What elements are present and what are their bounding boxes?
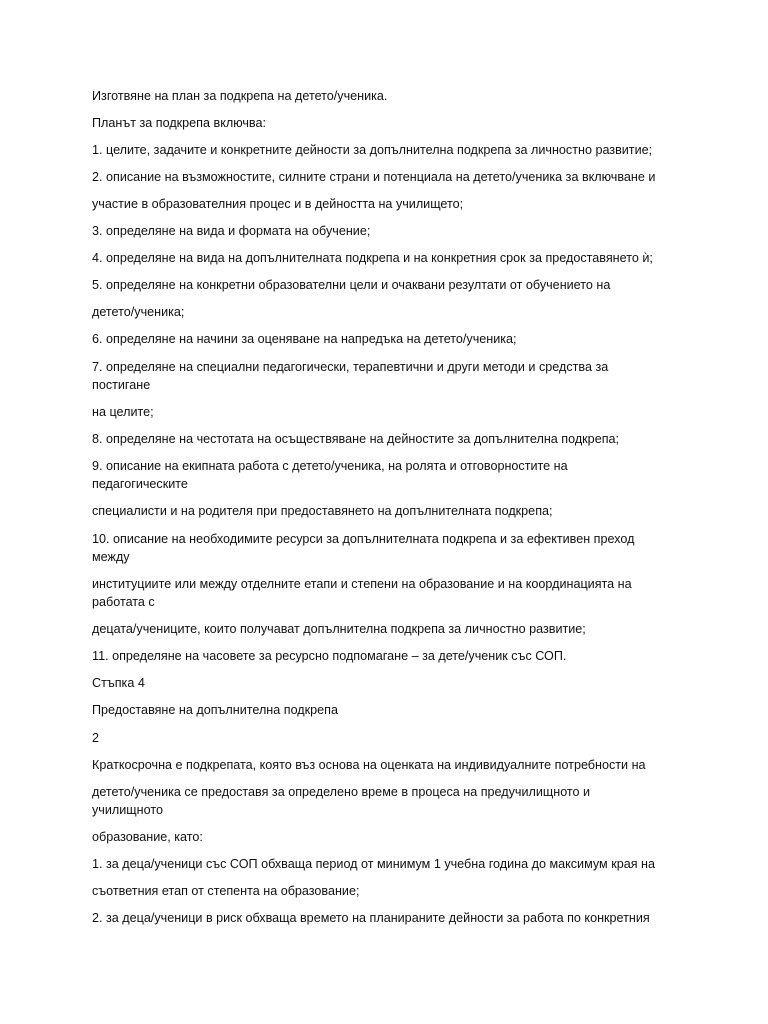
text-line: училищното <box>92 803 163 817</box>
text-line: участие в образователния процес и в дейността на училището; <box>92 197 464 211</box>
text-line: 2. описание на възможностите, силните страни и потенциала на детето/ученика за включване и <box>92 170 656 184</box>
text-line: Изготвяне на план за подкрепа на детето/ученика. <box>92 89 388 103</box>
text-line: детето/ученика; <box>92 305 185 319</box>
text-line: 1. за деца/ученици със СОП обхваща период от минимум 1 учебна година до максимум края на <box>92 857 655 871</box>
text-line: 1. целите, задачите и конкретните дейности за допълнителна подкрепа за личностно развитие; <box>92 143 653 157</box>
text-line: 9. описание на екипната работа с детето/ученика, на ролята и отговорностите на <box>92 459 568 473</box>
text-line: работата с <box>92 595 155 609</box>
text-line: 4. определяне на вида на допълнителната подкрепа и на конкретния срок за предоставянето ѝ; <box>92 251 653 265</box>
text-line: 7. определяне на специални педагогически, терапевтични и други методи и средства за <box>92 360 609 374</box>
text-line: на целите; <box>92 405 154 419</box>
text-line: Краткосрочна е подкрепата, която въз основа на оценката на индивидуалните потребности на <box>92 758 646 772</box>
text-line: 6. определяне на начини за оценяване на напредъка на детето/ученика; <box>92 332 517 346</box>
text-line: 8. определяне на честотата на осъществяване на дейностите за допълнителна подкрепа; <box>92 432 620 446</box>
text-line: децата/учениците, които получават допълнителна подкрепа за личностно развитие; <box>92 622 586 636</box>
text-line: 5. определяне на конкретни образователни цели и очаквани резултати от обучението на <box>92 278 611 292</box>
text-line: образование, като: <box>92 830 203 844</box>
text-line: Стъпка 4 <box>92 676 145 690</box>
text-line: съответния етап от степента на образование; <box>92 884 360 898</box>
text-line: 11. определяне на часовете за ресурсно подпомагане – за дете/ученик със СОП. <box>92 649 567 663</box>
text-line: 2. за деца/ученици в риск обхваща времето на планираните дейности за работа по конкретния <box>92 911 650 925</box>
text-line: детето/ученика се предоставя за определено време в процеса на предучилищното и <box>92 785 591 799</box>
text-line: педагогическите <box>92 477 188 491</box>
text-line: Предоставяне на допълнителна подкрепа <box>92 703 338 717</box>
text-line: Планът за подкрепа включва: <box>92 116 266 130</box>
text-line: 3. определяне на вида и формата на обучение; <box>92 224 371 238</box>
text-line: 10. описание на необходимите ресурси за допълнителната подкрепа и за ефективен преход <box>92 532 635 546</box>
page-number: 2 <box>92 731 100 745</box>
text-line: институциите или между отделните етапи и степени на образование и на координацията на <box>92 577 632 591</box>
text-line: специалисти и на родителя при предоставянето на допълнителната подкрепа; <box>92 504 553 518</box>
text-line: между <box>92 550 130 564</box>
text-line: постигане <box>92 378 151 392</box>
